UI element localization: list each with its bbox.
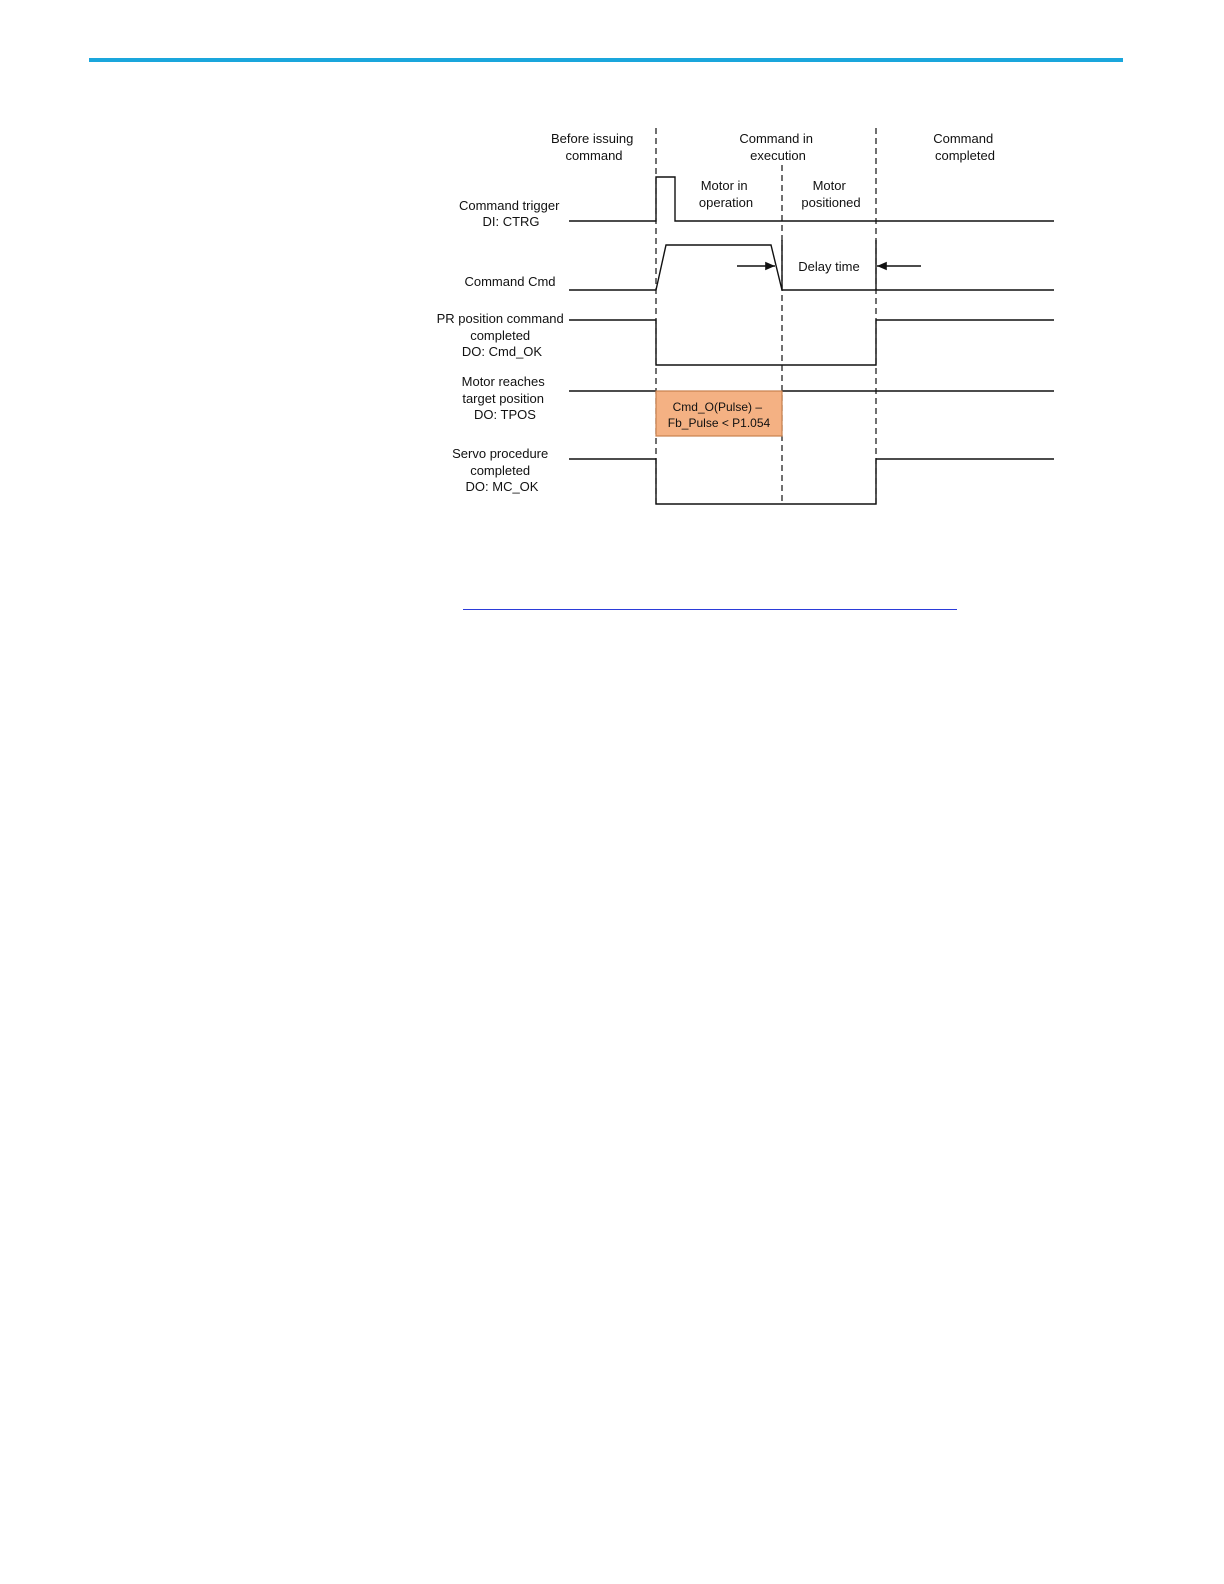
subphase-motor-operation-line2: operation <box>698 195 754 210</box>
subphase-motor-positioned-line2: positioned <box>801 195 861 210</box>
signal-label-cmd <box>464 274 555 289</box>
signal-label-mc-ok-line1: Servo procedure <box>452 446 549 461</box>
phase-label-execution-line2: execution <box>750 148 806 163</box>
subphase-label-motor-positioned <box>801 178 860 210</box>
signal-label-mc-ok-line3: DO: MC_OK <box>465 479 539 494</box>
signal-label-mc-ok <box>452 446 552 494</box>
signal-label-tpos-line2: target position <box>462 391 545 406</box>
signal-label-tpos-line3: DO: TPOS <box>474 407 536 422</box>
signal-label-cmd-line1: Command Cmd <box>464 274 556 289</box>
signal-label-ctrg <box>459 198 563 229</box>
tolerance-window-line2: Fb_Pulse < P1.054 <box>667 416 771 430</box>
subphase-motor-positioned-line1: Motor <box>812 178 846 193</box>
delay-time-label: Delay time <box>798 259 860 274</box>
phase-label-before-line2: command <box>565 148 623 163</box>
signal-label-cmd-ok-line3: DO: Cmd_OK <box>461 344 543 359</box>
signal-label-cmd-ok-line1: PR position command <box>436 311 564 326</box>
signal-label-ctrg-line1: Command trigger <box>458 198 560 213</box>
phase-label-before-line1: Before issuing <box>550 131 634 146</box>
phase-label-before <box>551 131 637 163</box>
signal-label-cmd-ok-line2: completed <box>470 328 531 343</box>
phase-label-execution <box>739 131 816 163</box>
subphase-label-motor-operation <box>699 178 753 210</box>
phase-label-completed <box>933 131 997 163</box>
signal-label-cmd-ok <box>437 311 568 359</box>
waveform-cmd-ok <box>569 320 1054 365</box>
subphase-motor-operation-line1: Motor in <box>700 178 748 193</box>
signal-label-tpos-line1: Motor reaches <box>461 374 545 389</box>
tolerance-window-line1: Cmd_O(Pulse) – <box>672 400 763 414</box>
waveform-mc-ok <box>569 459 1054 504</box>
signal-label-mc-ok-line2: completed <box>470 463 531 478</box>
signal-label-ctrg-line2: DI: CTRG <box>482 214 540 229</box>
phase-label-completed-line1: Command <box>933 131 994 146</box>
phase-label-completed-line2: completed <box>935 148 995 163</box>
signal-label-tpos <box>462 374 549 422</box>
link-underline <box>463 609 957 610</box>
phase-label-execution-line1: Command in <box>739 131 814 146</box>
